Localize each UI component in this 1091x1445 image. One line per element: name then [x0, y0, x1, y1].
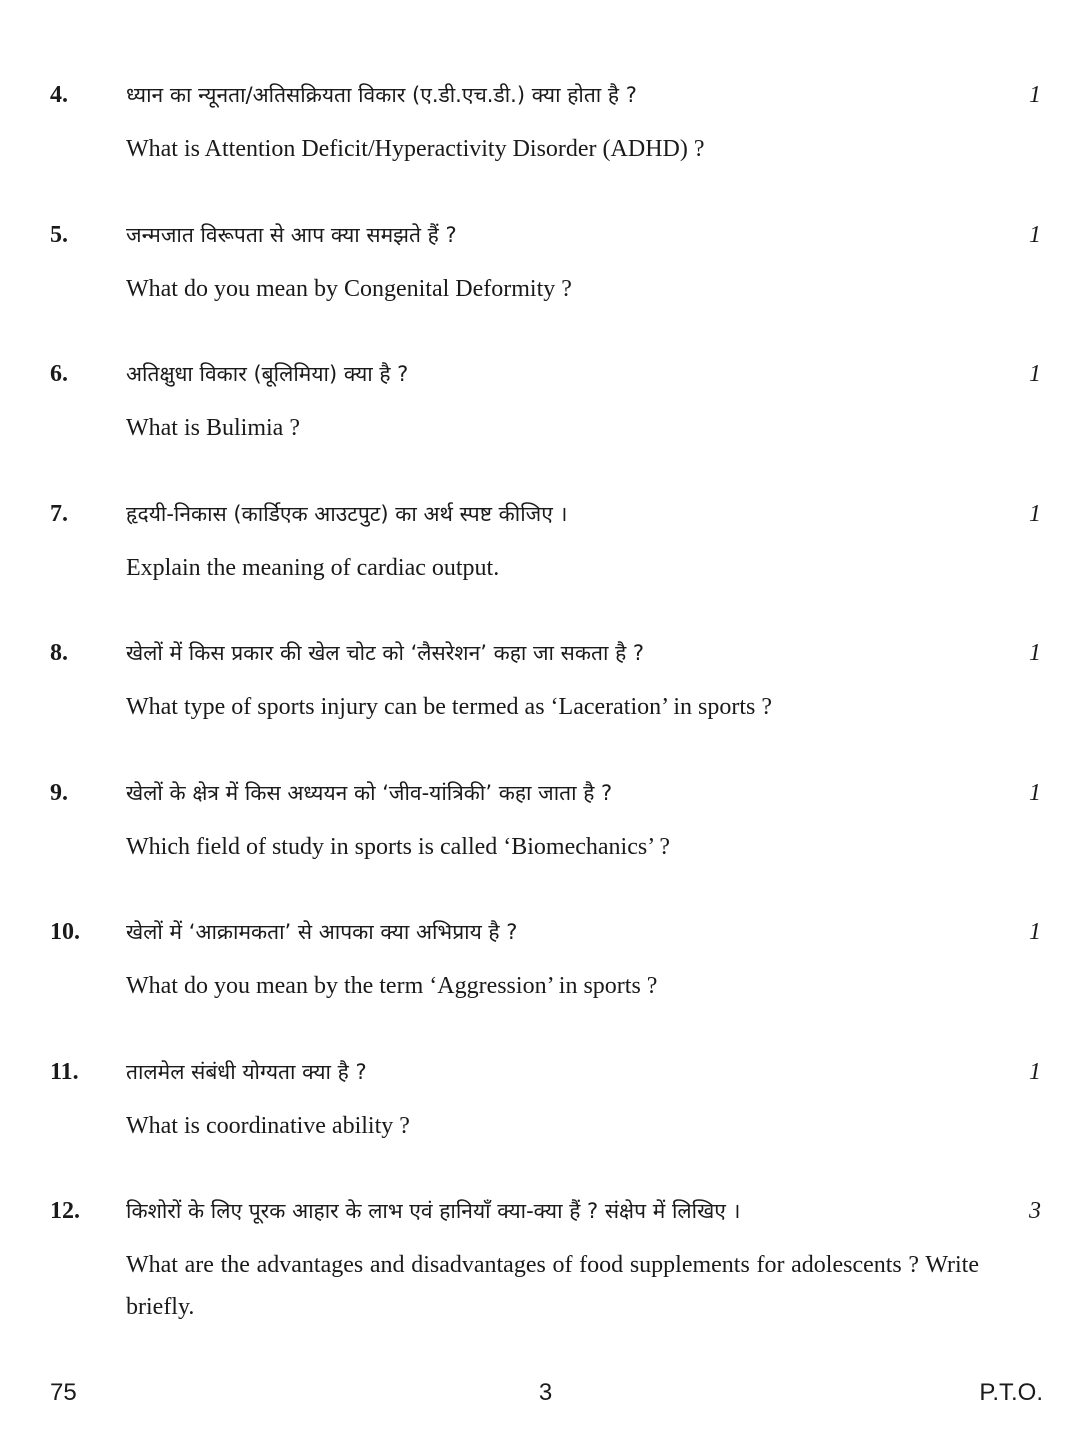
question-text-english: What is coordinative ability ? [126, 1113, 410, 1139]
question-text-hindi: खेलों में किस प्रकार की खेल चोट को ‘लैसरेशन’ कहा जा सकता है ? [126, 641, 645, 665]
question-number: 11. [50, 1059, 79, 1085]
question-marks: 1 [1029, 82, 1041, 108]
question-text-hindi: जन्मजात विरूपता से आप क्या समझते हैं ? [126, 223, 457, 247]
question-number: 8. [50, 640, 68, 666]
question-text-hindi: अतिक्षुधा विकार (बूलिमिया) क्या है ? [126, 362, 409, 386]
paper-code: 75 [50, 1379, 77, 1406]
question-text-english: Explain the meaning of cardiac output. [126, 555, 500, 581]
question-text-hindi: खेलों के क्षेत्र में किस अध्ययन को ‘जीव-यांत्रिकी’ कहा जाता है ? [126, 781, 613, 805]
question-text-hindi: किशोरों के लिए पूरक आहार के लाभ एवं हानियाँ क्या-क्या हैं ? संक्षेप में लिखिए । [126, 1199, 741, 1223]
question-text-english: What is Attention Deficit/Hyperactivity Disorder (ADHD) ? [126, 136, 705, 162]
please-turn-over: P.T.O. [979, 1379, 1043, 1406]
question-marks: 1 [1029, 919, 1041, 945]
question-marks: 1 [1029, 640, 1041, 666]
question-marks: 1 [1029, 222, 1041, 248]
question-marks: 1 [1029, 361, 1041, 387]
question-number: 10. [50, 919, 80, 945]
question-number: 6. [50, 361, 68, 387]
question-text-english: What do you mean by Congenital Deformity ? [126, 276, 572, 302]
question-text-hindi: तालमेल संबंधी योग्यता क्या है ? [126, 1060, 367, 1084]
question-text-english: What are the advantages and disadvantages of food supplements for adolescents ? Write briefly. [126, 1252, 979, 1320]
question-text-hindi: ध्यान का न्यूनता/अतिसक्रियता विकार (ए.डी.एच.डी.) क्या होता है ? [126, 83, 637, 107]
question-marks: 3 [1029, 1198, 1041, 1224]
question-number: 12. [50, 1198, 80, 1224]
question-marks: 1 [1029, 1059, 1041, 1085]
question-text-english: Which field of study in sports is called ‘Biomechanics’ ? [126, 834, 671, 860]
question-text-english: What do you mean by the term ‘Aggression’ in sports ? [126, 973, 658, 999]
question-number: 7. [50, 501, 68, 527]
question-text-english: What type of sports injury can be termed as ‘Laceration’ in sports ? [126, 694, 772, 720]
question-marks: 1 [1029, 780, 1041, 806]
question-number: 9. [50, 780, 68, 806]
question-text-hindi: खेलों में ‘आक्रामकता’ से आपका क्या अभिप्राय है ? [126, 920, 518, 944]
question-number: 4. [50, 82, 68, 108]
question-number: 5. [50, 222, 68, 248]
question-marks: 1 [1029, 501, 1041, 527]
question-text-hindi: हृदयी-निकास (कार्डिएक आउटपुट) का अर्थ स्पष्ट कीजिए । [126, 502, 568, 526]
question-text-english: What is Bulimia ? [126, 415, 300, 441]
page-number: 3 [538, 1379, 553, 1406]
